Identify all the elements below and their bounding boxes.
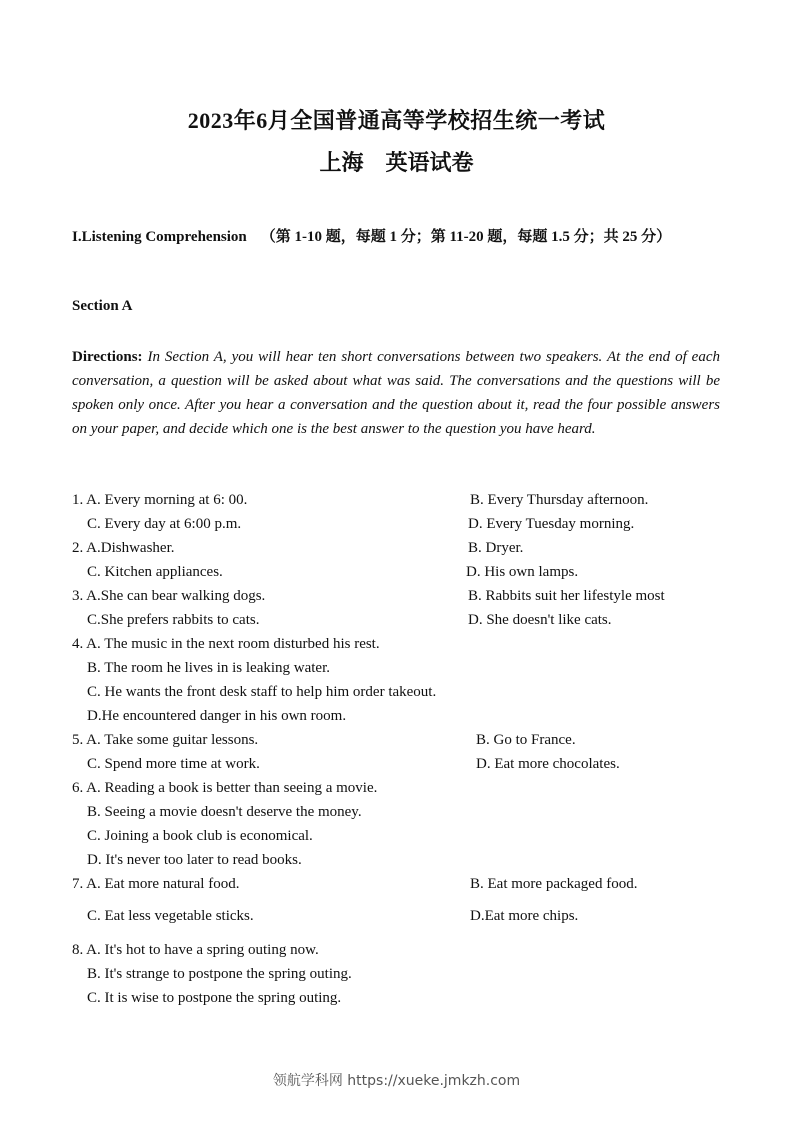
region-label: 上海 [319, 150, 364, 175]
q1-option-c: C. Every day at 6:00 p.m. [87, 516, 242, 532]
q2-option-c: C. Kitchen appliances. [87, 564, 223, 580]
part-title: I.Listening Comprehension [72, 229, 247, 245]
q2-option-d: D. His own lamps. [466, 564, 579, 580]
paper-label: 英语试卷 [385, 150, 474, 175]
q4-option-b: B. The room he lives in is leaking water. [87, 660, 331, 676]
exam-subtitle [0, 146, 793, 177]
q4-option-a: 4. A. The music in the next room disturbed his rest. [72, 636, 380, 652]
q8-option-b: B. It's strange to postpone the spring outing. [87, 966, 352, 982]
q5-option-d: D. Eat more chocolates. [476, 756, 620, 772]
directions-label: Directions: [72, 349, 143, 365]
directions-text: In Section A, you will hear ten short conversations between two speakers. At the end of each conversation, a question will be asked about what was said. The conversations and the questions will be spoken only once. After you hear a conversation and the question about it, read the four possible answers on your paper, and decide which one is the best answer to the question you have heard. [72, 349, 720, 437]
q1-option-a: 1. A. Every morning at 6: 00. [72, 492, 248, 508]
q7-option-b: B. Eat more packaged food. [470, 876, 638, 892]
directions-paragraph [72, 345, 720, 441]
q1-option-d: D. Every Tuesday morning. [468, 516, 635, 532]
q4-option-c: C. He wants the front desk staff to help him order takeout. [87, 684, 437, 700]
q6-option-b: B. Seeing a movie doesn't deserve the money. [87, 804, 362, 820]
q6-option-c: C. Joining a book club is economical. [87, 828, 313, 844]
exam-title: 2023年6月全国普通高等学校招生统一考试 [187, 108, 606, 133]
part-points: （第 1-10 题，每题 1 分；第 11-20 题，每题 1.5 分；共 25 分） [260, 229, 672, 245]
q4-option-d: D.He encountered danger in his own room. [87, 708, 347, 724]
q7-option-a: 7. A. Eat more natural food. [72, 876, 240, 892]
q6-option-d: D. It's never too later to read books. [87, 852, 302, 868]
q1-option-b: B. Every Thursday afternoon. [470, 492, 649, 508]
q5-option-b: B. Go to France. [476, 732, 576, 748]
q7-option-c: C. Eat less vegetable sticks. [87, 908, 254, 924]
q6-option-a: 6. A. Reading a book is better than seeing a movie. [72, 780, 378, 796]
footer-watermark: 领航学科网 https://xueke.jmkzh.com [272, 1073, 521, 1089]
q2-option-a: 2. A.Dishwasher. [72, 540, 175, 556]
part-heading [72, 225, 722, 249]
q3-option-c: C.She prefers rabbits to cats. [87, 612, 260, 628]
q8-option-c: C. It is wise to postpone the spring outing. [87, 990, 342, 1006]
q3-option-b: B. Rabbits suit her lifestyle most [468, 588, 665, 604]
q5-option-a: 5. A. Take some guitar lessons. [72, 732, 259, 748]
q7-option-d: D.Eat more chips. [470, 908, 579, 924]
q2-option-b: B. Dryer. [468, 540, 524, 556]
q5-option-c: C. Spend more time at work. [87, 756, 260, 772]
q3-option-a: 3. A.She can bear walking dogs. [72, 588, 266, 604]
q3-option-d: D. She doesn't like cats. [468, 612, 612, 628]
section-title: Section A [72, 298, 133, 314]
q8-option-a: 8. A. It's hot to have a spring outing now. [72, 942, 319, 958]
